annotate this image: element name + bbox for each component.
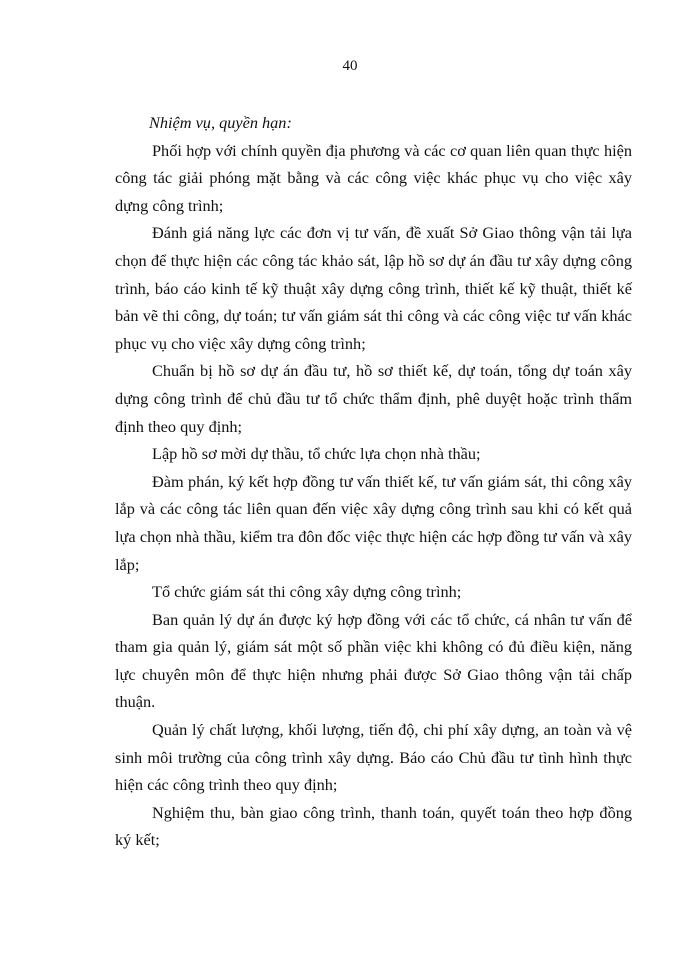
paragraph-coordination: Phối hợp với chính quyền địa phương và các cơ quan liên quan thực hiện công tác giải phóng mặt bằng và các công việc khác phục vụ cho việc xây dựng công trình; — [115, 140, 632, 215]
page-number: 40 — [342, 58, 358, 74]
section-heading: Nhiệm vụ, quyền hạn: — [149, 113, 292, 132]
paragraph-bidding: Lập hồ sơ mời dự thầu, tổ chức lựa chọn nhà thầu; — [152, 444, 481, 464]
paragraph-quality-management: Quản lý chất lượng, khối lượng, tiến độ, chi phí xây dựng, an toàn và vệ sinh môi trường của công trình xây dựng. Báo cáo Chủ đầu tư tình hình thực hiện các công trình theo quy định; — [115, 720, 632, 795]
document-body — [115, 109, 632, 854]
paragraph-contract-negotiation: Đàm phán, ký kết hợp đồng tư vấn thiết kế, tư vấn giám sát, thi công xây lắp và các công tác liên quan đến việc xây dựng công trình sau khi có kết quả lựa chọn nhà thầu, kiểm tra đôn đốc việc thực hiện các hợp đồng tư vấn và xây lắp; — [115, 471, 632, 574]
paragraph-supervision: Tổ chức giám sát thi công xây dựng công trình; — [152, 582, 462, 602]
paragraph-acceptance: Nghiệm thu, bàn giao công trình, thanh toán, quyết toán theo hợp đồng ký kết; — [115, 802, 632, 850]
paragraph-consultant-evaluation: Đánh giá năng lực các đơn vị tư vấn, đề xuất Sở Giao thông vận tải lựa chọn để thực hiện các công tác khảo sát, lập hồ sơ dự án đầu tư xây dựng công trình, báo cáo kinh tế kỹ thuật xây dựng công trình, thiết kế kỹ thuật, thiết kế bản vẽ thi công, dự toán; tư vấn giám sát thi công và các công việc tư vấn khác phục vụ cho việc xây dựng công trình; — [115, 223, 632, 353]
paragraph-consultant-contracts: Ban quản lý dự án được ký hợp đồng với các tổ chức, cá nhân tư vấn để tham gia quản lý, giám sát một số phần việc khi không có đủ điều kiện, năng lực chuyên môn để thực hiện nhưng phải được Sở Giao thông vận tải chấp thuận. — [115, 609, 632, 712]
paragraph-dossier-preparation: Chuẩn bị hồ sơ dự án đầu tư, hồ sơ thiết kế, dự toán, tổng dự toán xây dựng công trình để chủ đầu tư tổ chức thẩm định, phê duyệt hoặc trình thẩm định theo quy định; — [115, 361, 632, 436]
